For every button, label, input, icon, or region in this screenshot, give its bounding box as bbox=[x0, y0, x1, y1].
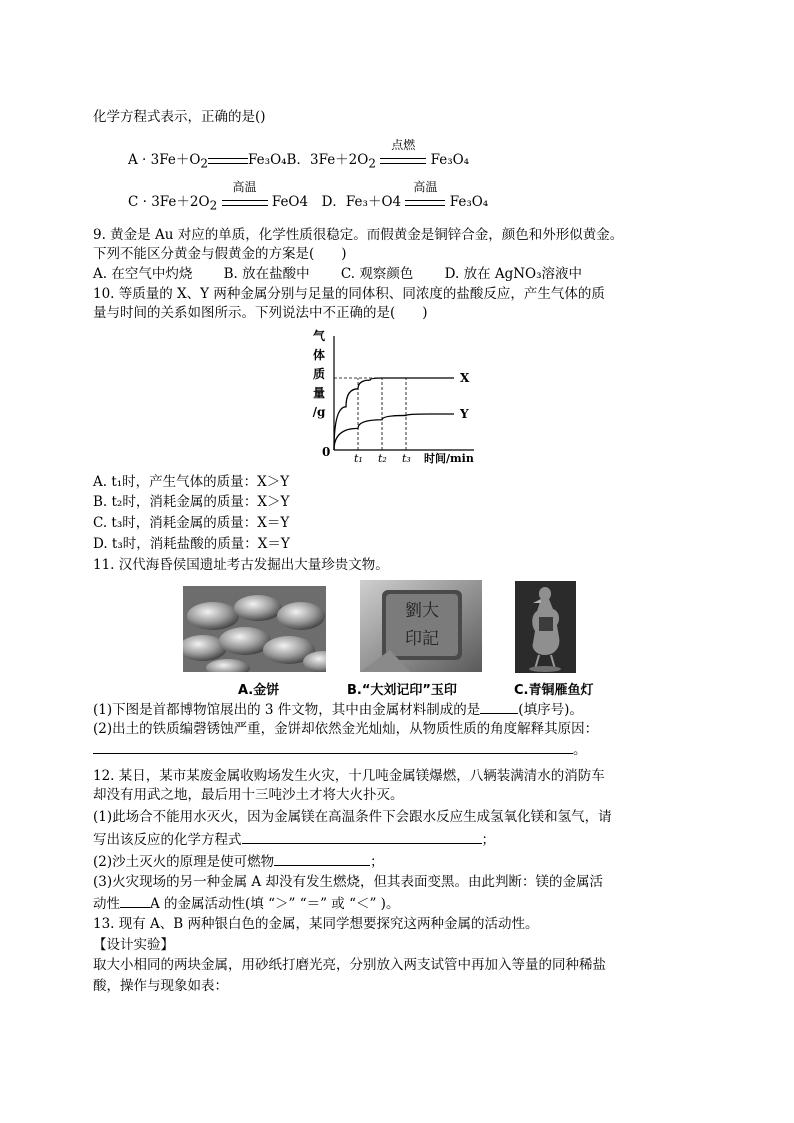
y-axis-label: 气 bbox=[312, 329, 326, 343]
caption-jade-seal: B.“大刘记印”玉印 bbox=[347, 683, 457, 698]
q8-sub: 2 bbox=[200, 156, 209, 171]
q8-option-c-rhs: FeO4 D．Fe₃＋O4 bbox=[271, 194, 402, 210]
q11-sub1: (1)下图是首都博物馆展出的 3 件文物，其中由金属材料制成的是 (填序号)。 bbox=[93, 699, 583, 719]
q12-sub3-answer: 动性 A 的金属活动性(填 “＞” “＝” 或 “＜” )。 bbox=[93, 893, 399, 913]
q11-sub2-answer: 。 bbox=[93, 739, 587, 759]
bronze-lamp-photo bbox=[515, 581, 576, 673]
q8-option-d-rhs: Fe₃O₄ bbox=[449, 194, 489, 210]
series-line-Y bbox=[334, 414, 454, 450]
q13-line3: 酸，操作与现象如表： bbox=[93, 978, 228, 994]
caption-gold-cakes: A.金饼 bbox=[238, 683, 280, 698]
y-axis-label: 质 bbox=[312, 367, 326, 381]
answer-blank[interactable] bbox=[93, 739, 573, 754]
q8-option-a-rhs: Fe₃O₄B．3Fe＋2O bbox=[248, 152, 369, 168]
x-tick-label: t₃ bbox=[402, 452, 411, 465]
q10-option-b: B. t₂时，消耗金属的质量：X＞Y bbox=[93, 494, 290, 510]
q11-sub2: (2)出土的铁质编磬锈蚀严重，金饼却依然金光灿灿，从物质性质的角度解释其原因： bbox=[93, 721, 599, 737]
answer-blank[interactable] bbox=[120, 893, 150, 908]
gold-cakes-photo bbox=[183, 586, 326, 672]
q10-line1: 10. 等质量的 X、Y 两种金属分别与足量的同体积、同浓度的盐酸反应，产生气体的质 bbox=[93, 286, 605, 302]
q8-sub: 2 bbox=[209, 198, 218, 213]
q8-condition-high-temp: 高温 bbox=[222, 193, 268, 211]
question-intro: 化学方程式表示，正确的是() bbox=[93, 109, 266, 125]
y-axis-label: 体 bbox=[312, 348, 326, 362]
q12-sub1: (1)此场合不能用水灭火，因为金属镁在高温条件下会跟水反应生成氢氧化镁和氢气，请 bbox=[93, 809, 612, 825]
q8-options-cd bbox=[128, 180, 489, 215]
q9-line2: 下列不能区分黄金与假黄金的方案是( ) bbox=[93, 246, 347, 262]
q13-line1: 13. 现有 A、B 两种银白色的金属，某同学想要探究这两种金属的活动性。 bbox=[93, 916, 539, 932]
q12-sub1-answer: 写出该反应的化学方程式 ； bbox=[93, 829, 495, 849]
q9-line1: 9. 黄金是 Au 对应的单质，化学性质很稳定。而假黄金是铜锌合金，颜色和外形似黄金。 bbox=[93, 227, 624, 243]
q8-options-ab bbox=[128, 138, 470, 173]
x-axis-label: 时间/min bbox=[424, 452, 474, 465]
q13-line2: 取大小相同的两块金属，用砂纸打磨光亮，分别放入两支试管中再加入等量的同种稀盐 bbox=[93, 957, 606, 973]
answer-blank[interactable] bbox=[480, 699, 518, 714]
q11-line1: 11. 汉代海昏侯国遗址考古发掘出大量珍贵文物。 bbox=[93, 557, 389, 573]
q8-equal-sign bbox=[208, 151, 248, 169]
x-tick-label: t₁ bbox=[354, 452, 363, 465]
q10-line2: 量与时间的关系如图所示。下列说法中不正确的是( ) bbox=[93, 305, 428, 321]
svg-text:印記: 印記 bbox=[405, 629, 439, 649]
answer-blank[interactable] bbox=[274, 851, 370, 866]
q8-option-b-rhs: Fe₃O₄ bbox=[430, 152, 470, 168]
origin-label: 0 bbox=[322, 445, 331, 459]
q10-option-a: A. t₁时，产生气体的质量：X＞Y bbox=[93, 474, 290, 490]
q10-option-c: C. t₃时，消耗金属的质量：X＝Y bbox=[93, 515, 290, 531]
q8-option-a-lhs: A · 3Fe＋O bbox=[128, 152, 201, 168]
q12-sub3: (3)火灾现场的另一种金属 A 却没有发生燃烧，但其表面变黑。由此判断：镁的金属活 bbox=[93, 874, 603, 890]
svg-text:劉大: 劉大 bbox=[405, 601, 439, 621]
q8-condition-high-temp-d: 高温 bbox=[405, 193, 445, 211]
series-label-Y: Y bbox=[460, 407, 469, 421]
y-axis-label: 量 bbox=[312, 386, 326, 400]
q8-option-c-lhs: C · 3Fe＋2O bbox=[128, 194, 210, 210]
y-axis-label: /g bbox=[312, 405, 326, 419]
q12-line1: 12. 某日，某市某废金属收购场发生火灾，十几吨金属镁爆燃，八辆装满清水的消防车 bbox=[93, 768, 605, 784]
q13-design-heading: 【设计实验】 bbox=[93, 937, 174, 953]
q10-option-d: D. t₃时，消耗盐酸的质量：X＝Y bbox=[93, 536, 290, 552]
q8-sub: 2 bbox=[368, 156, 376, 171]
q12-sub2: (2)沙土灭火的原理是使可燃物 ； bbox=[93, 851, 384, 871]
q9-options: A. 在空气中灼烧 B. 放在盐酸中 C. 观察颜色 D. 放在 AgNO₃溶液中 bbox=[93, 266, 583, 282]
answer-blank[interactable] bbox=[242, 829, 482, 844]
jade-seal-photo bbox=[360, 580, 482, 672]
q8-condition-ignite: 点燃 bbox=[380, 151, 426, 169]
gas-mass-time-chart bbox=[300, 328, 490, 468]
q12-line2: 却没有用武之地，最后用十三吨沙土才将大火扑灭。 bbox=[93, 787, 404, 803]
caption-bronze-lamp: C.青铜雁鱼灯 bbox=[514, 683, 594, 698]
series-label-X: X bbox=[460, 371, 470, 385]
x-tick-label: t₂ bbox=[378, 452, 387, 465]
